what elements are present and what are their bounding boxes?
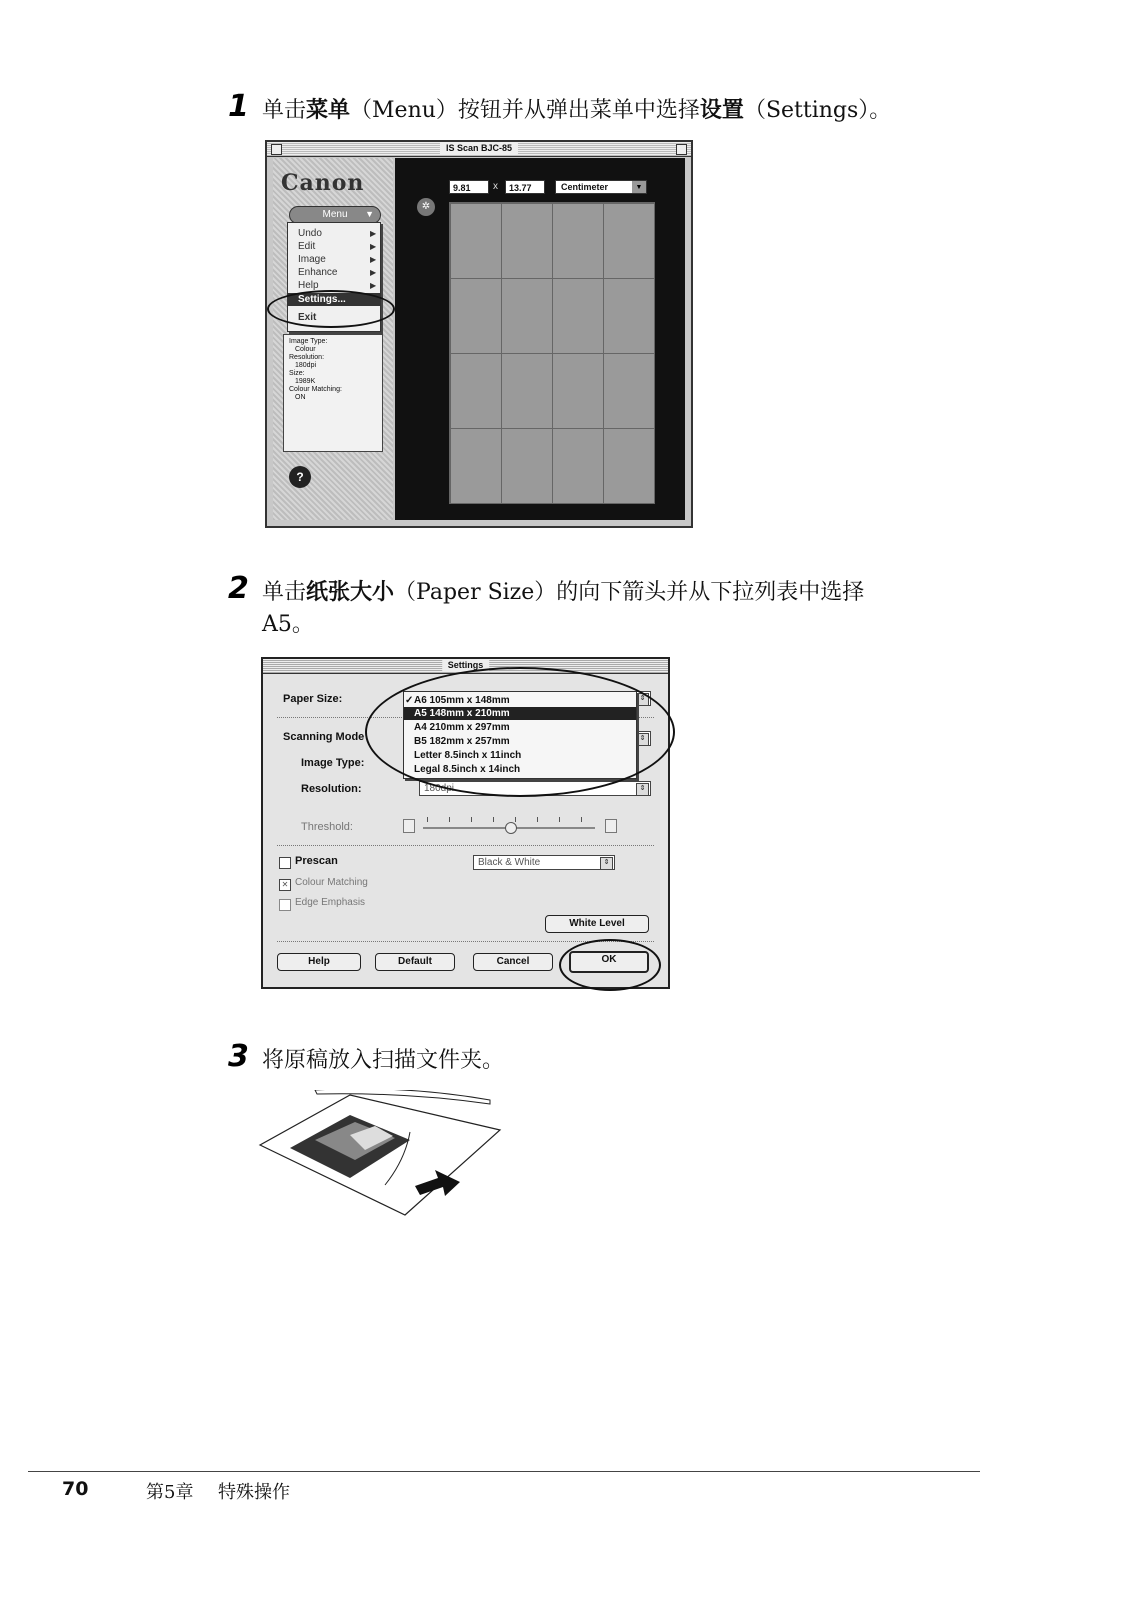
menu-arrow-icon: ▼ [365, 209, 374, 219]
colour-matching-label: Colour Matching [295, 877, 368, 888]
ok-button[interactable]: OK [569, 951, 649, 973]
chevron-updown-icon: ⇕ [636, 693, 649, 706]
menu-item-help[interactable]: Help ▶ [298, 280, 377, 291]
menu-item-edit[interactable]: Edit ▶ [298, 241, 377, 252]
cancel-button[interactable]: Cancel [473, 953, 553, 971]
info-label: Image Type: [289, 338, 328, 345]
checkmark-icon: ✓ [405, 695, 414, 706]
step-text: 将原稿放入扫描文件夹。 [262, 1048, 505, 1073]
preview-area [395, 158, 685, 520]
close-box-icon[interactable] [271, 144, 282, 155]
menu-item-undo[interactable]: Undo ▶ [298, 228, 377, 239]
unit-dropdown[interactable]: Centimeter ▼ [555, 180, 647, 194]
preview-grid[interactable] [449, 202, 655, 504]
threshold-slider[interactable] [423, 827, 595, 829]
paper-option-a5[interactable]: A5 148mm x 210mm [404, 707, 636, 720]
info-value: 1989K [295, 378, 316, 385]
footer-rule [28, 1471, 980, 1472]
info-label: Size: [289, 370, 305, 377]
paper-option-letter[interactable]: Letter 8.5inch x 11inch [414, 750, 522, 761]
chevron-updown-icon: ⇕ [636, 733, 649, 746]
footer-section: 特殊操作 [218, 1482, 290, 1503]
menu-item-image[interactable]: Image ▶ [298, 254, 377, 265]
paper-option-legal[interactable]: Legal 8.5inch x 14inch [414, 764, 521, 775]
info-label: Colour Matching: [289, 386, 342, 393]
zoom-box-icon[interactable] [676, 144, 687, 155]
info-value: ON [295, 394, 306, 401]
width-field[interactable]: 9.81 [449, 180, 489, 194]
menu-button[interactable]: Menu ▼ [289, 206, 381, 224]
resolution-dropdown[interactable]: 180dpi ⇕ [419, 781, 651, 796]
chevron-updown-icon: ⇕ [600, 857, 613, 870]
image-type-label: Image Type: [301, 757, 365, 769]
settings-dialog [261, 657, 670, 989]
menu-item-enhance[interactable]: Enhance ▶ [298, 267, 377, 278]
info-value: 180dpi [295, 362, 317, 369]
window-title: IS Scan BJC-85 [440, 142, 518, 155]
separator [277, 845, 654, 846]
step-text: 单击纸张大小（Paper Size）的向下箭头并从下拉列表中选择 [262, 580, 865, 605]
dialog-title: Settings [442, 659, 490, 672]
step-text: 单击菜单（Menu）按钮并从弹出菜单中选择设置（Settings）。 [262, 98, 892, 123]
submenu-arrow-icon: ▶ [370, 268, 377, 277]
window-titlebar[interactable] [267, 142, 691, 157]
edge-emphasis-label: Edge Emphasis [295, 897, 366, 908]
prescan-checkbox[interactable] [279, 857, 291, 869]
info-value: Colour [295, 346, 316, 353]
height-field[interactable]: 13.77 [505, 180, 545, 194]
footer-chapter: 第5章 [146, 1482, 194, 1503]
paper-size-label: Paper Size: [283, 693, 343, 705]
threshold-label: Threshold: [301, 821, 353, 833]
prescan-dropdown[interactable]: Black & White ⇕ [473, 855, 615, 870]
scanning-mode-label: Scanning Mode [283, 731, 365, 743]
chevron-updown-icon: ⇕ [636, 783, 649, 796]
scan-icon[interactable]: ✲ [417, 198, 435, 216]
white-level-button[interactable]: White Level [545, 915, 649, 933]
submenu-arrow-icon: ▶ [370, 255, 377, 264]
help-button[interactable]: Help [277, 953, 361, 971]
scanner-window [265, 140, 693, 528]
canon-logo: Canon [281, 170, 365, 196]
chevron-down-icon: ▼ [632, 181, 646, 193]
slider-knob[interactable] [505, 822, 517, 834]
submenu-arrow-icon: ▶ [370, 242, 377, 251]
info-panel [283, 334, 383, 452]
colour-matching-checkbox[interactable]: ✕ [279, 879, 291, 891]
settings-callout-ellipse [267, 290, 395, 328]
step-number: 1 [228, 89, 249, 124]
step-text-line2: A5。 [262, 612, 314, 637]
dimension-separator: x [493, 181, 498, 192]
paper-size-callout-ellipse [365, 667, 675, 797]
menu-item-exit[interactable]: Exit [298, 312, 317, 323]
threshold-decrease-button[interactable] [403, 819, 415, 833]
resolution-label: Resolution: [301, 783, 362, 795]
prescan-label: Prescan [295, 855, 338, 867]
help-icon[interactable]: ? [289, 466, 311, 488]
page-number: 70 [62, 1478, 89, 1500]
threshold-increase-button[interactable] [605, 819, 617, 833]
paper-option-b5[interactable]: B5 182mm x 257mm [414, 736, 510, 747]
menu-item-settings[interactable]: Settings... [288, 293, 380, 306]
step-number: 3 [228, 1039, 249, 1074]
step-number: 2 [228, 571, 249, 606]
scan-folder-illustration [255, 1090, 505, 1220]
edge-emphasis-checkbox[interactable] [279, 899, 291, 911]
ok-callout-ellipse [559, 939, 661, 991]
paper-option-a4[interactable]: A4 210mm x 297mm [414, 722, 510, 733]
paper-option-a6[interactable]: ✓ A6 105mm x 148mm [405, 695, 510, 706]
submenu-arrow-icon: ▶ [370, 281, 377, 290]
default-button[interactable]: Default [375, 953, 455, 971]
submenu-arrow-icon: ▶ [370, 229, 377, 238]
info-label: Resolution: [289, 354, 325, 361]
